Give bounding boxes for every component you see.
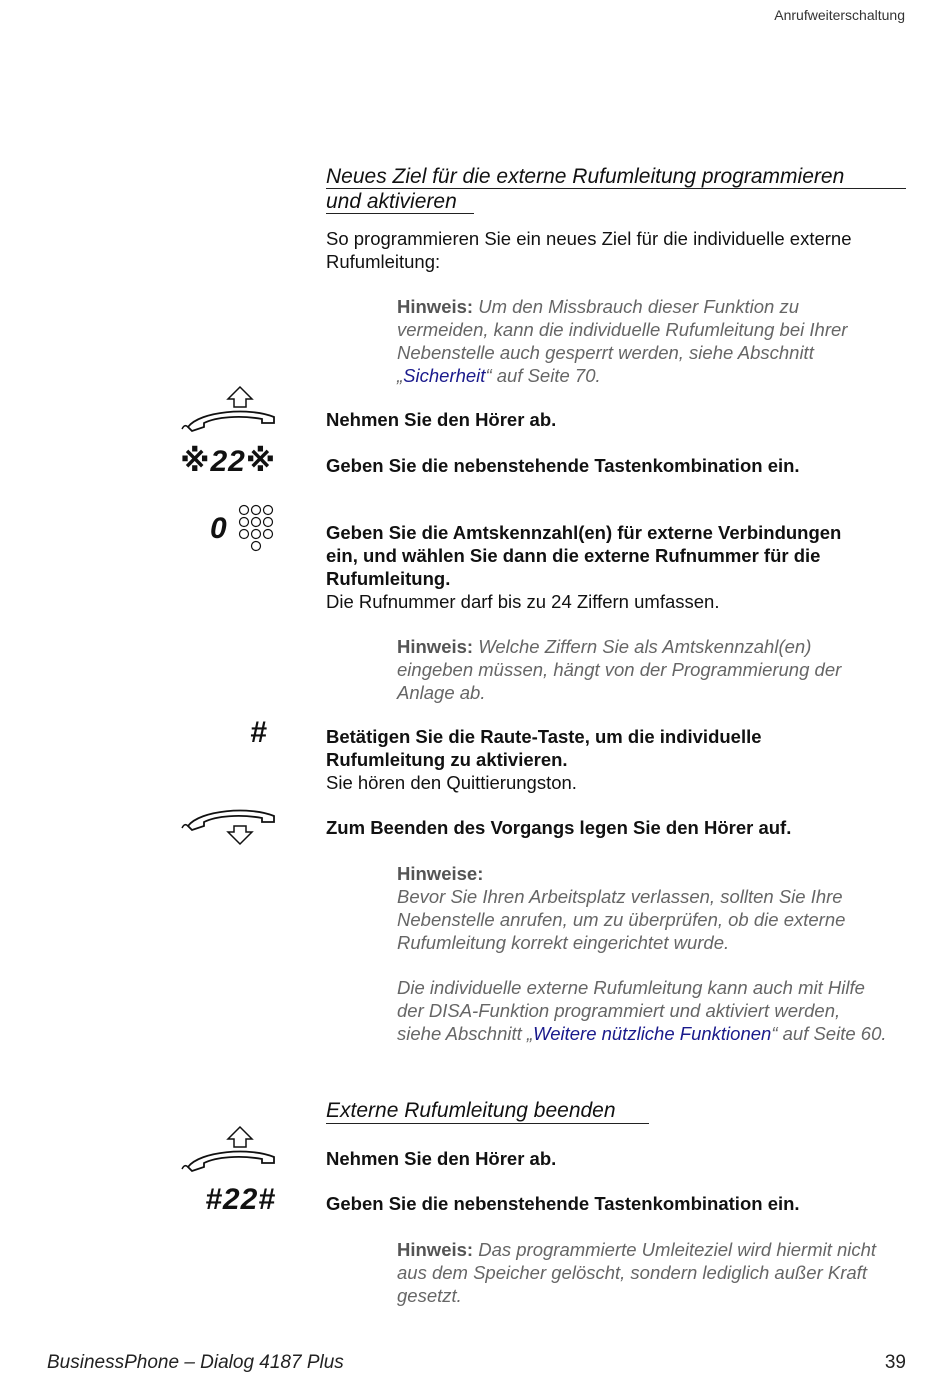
keycode-hash22hash: #22# bbox=[205, 1183, 276, 1216]
note-label: Hinweis: bbox=[397, 636, 474, 657]
footer-product: BusinessPhone – Dialog 4187 Plus bbox=[47, 1352, 344, 1373]
note-text: aus dem Speicher gelöscht, sondern lediglich außer Kraft bbox=[397, 1262, 867, 1283]
handset-lift-icon bbox=[180, 385, 280, 435]
step-dial-number bbox=[326, 521, 886, 613]
note-text: Das programmierte Umleiteziel wird hiermit nicht bbox=[473, 1239, 877, 1260]
note-text: Rufumleitung korrekt eingerichtet wurde. bbox=[397, 932, 730, 953]
step-text: Betätigen Sie die Raute-Taste, um die individuelle bbox=[326, 726, 762, 747]
step-lift-handset-2 bbox=[326, 1147, 886, 1170]
step-text: Rufumleitung zu aktivieren. bbox=[326, 749, 568, 770]
key-zero: 0 bbox=[210, 512, 227, 545]
note-text: gesetzt. bbox=[397, 1285, 462, 1306]
note-text: “ auf Seite 60. bbox=[771, 1023, 887, 1044]
note-text: eingeben müssen, hängt von der Programmierung der bbox=[397, 659, 842, 680]
note-text: Welche Ziffern Sie als Amtskennzahl(en) bbox=[473, 636, 812, 657]
step-text: Die Rufnummer darf bis zu 24 Ziffern umfassen. bbox=[326, 591, 720, 612]
step-text: Zum Beenden des Vorgangs legen Sie den Hörer auf. bbox=[326, 817, 792, 838]
intro-line: Rufumleitung: bbox=[326, 251, 441, 272]
note-text: „ bbox=[397, 365, 404, 386]
note-umleiteziel bbox=[397, 1238, 907, 1307]
key-hash: # bbox=[250, 716, 267, 749]
note-text: Die individuelle externe Rufumleitung kann auch mit Hilfe bbox=[397, 977, 865, 998]
note-text: siehe Abschnitt „ bbox=[397, 1023, 534, 1044]
step-text: Sie hören den Quittierungston. bbox=[326, 772, 577, 793]
note-label: Hinweis: bbox=[397, 296, 474, 317]
section-title bbox=[326, 164, 844, 214]
note-text: vermeiden, kann die individuelle Rufumleitung bei Ihrer bbox=[397, 319, 848, 340]
step-enter-code-2 bbox=[326, 1192, 886, 1215]
keypad-icon bbox=[236, 502, 280, 558]
note-text: Anlage ab. bbox=[397, 682, 486, 703]
link-weitere-funktionen[interactable]: Weitere nützliche Funktionen bbox=[533, 1023, 772, 1044]
step-text: Rufumleitung. bbox=[326, 568, 451, 589]
handset-lift-icon bbox=[180, 1125, 280, 1175]
note-text: Nebenstelle auch gesperrt werden, siehe Abschnitt bbox=[397, 342, 814, 363]
note-text: “ auf Seite 70. bbox=[485, 365, 601, 386]
step-hang-up bbox=[326, 816, 886, 839]
note-text: Um den Missbrauch dieser Funktion zu bbox=[473, 296, 800, 317]
note-amtskennzahl bbox=[397, 635, 907, 704]
title-underline bbox=[326, 188, 906, 189]
step-text: Geben Sie die nebenstehende Tastenkombination ein. bbox=[326, 455, 800, 476]
note-label: Hinweis: bbox=[397, 1239, 474, 1260]
step-press-hash bbox=[326, 725, 886, 794]
page-number: 39 bbox=[884, 1352, 906, 1373]
step-text: Geben Sie die Amtskennzahl(en) für externe Verbindungen bbox=[326, 522, 842, 543]
intro-line: So programmieren Sie ein neues Ziel für die individuelle externe bbox=[326, 228, 852, 249]
note-text: Nebenstelle anrufen, um zu überprüfen, ob die externe bbox=[397, 909, 846, 930]
step-text: Nehmen Sie den Hörer ab. bbox=[326, 1148, 557, 1169]
step-enter-code bbox=[326, 454, 886, 477]
title-underline-3 bbox=[326, 1123, 649, 1124]
note-security bbox=[397, 295, 907, 387]
note-hinweise bbox=[397, 862, 907, 1045]
step-text: ein, und wählen Sie dann die externe Rufnummer für die bbox=[326, 545, 821, 566]
section-title-2: Externe Rufumleitung beenden bbox=[326, 1099, 616, 1122]
link-sicherheit[interactable]: Sicherheit bbox=[403, 365, 486, 386]
note-label: Hinweise: bbox=[397, 863, 484, 884]
keycode-star22star: ※22※ bbox=[180, 445, 276, 478]
step-text: Nehmen Sie den Hörer ab. bbox=[326, 409, 557, 430]
note-text: der DISA-Funktion programmiert und aktiviert werden, bbox=[397, 1000, 841, 1021]
section-title-line1: Neues Ziel für die externe Rufumleitung programmieren bbox=[326, 165, 845, 188]
section-title-line2: und aktivieren bbox=[326, 190, 457, 213]
title-underline-2 bbox=[326, 213, 474, 214]
running-header: Anrufweiterschaltung bbox=[774, 7, 905, 23]
note-text: Bevor Sie Ihren Arbeitsplatz verlassen, sollten Sie Ihre bbox=[397, 886, 843, 907]
handset-replace-icon bbox=[180, 800, 280, 846]
step-lift-handset bbox=[326, 408, 886, 431]
step-text: Geben Sie die nebenstehende Tastenkombination ein. bbox=[326, 1193, 800, 1214]
intro-text bbox=[326, 227, 886, 273]
